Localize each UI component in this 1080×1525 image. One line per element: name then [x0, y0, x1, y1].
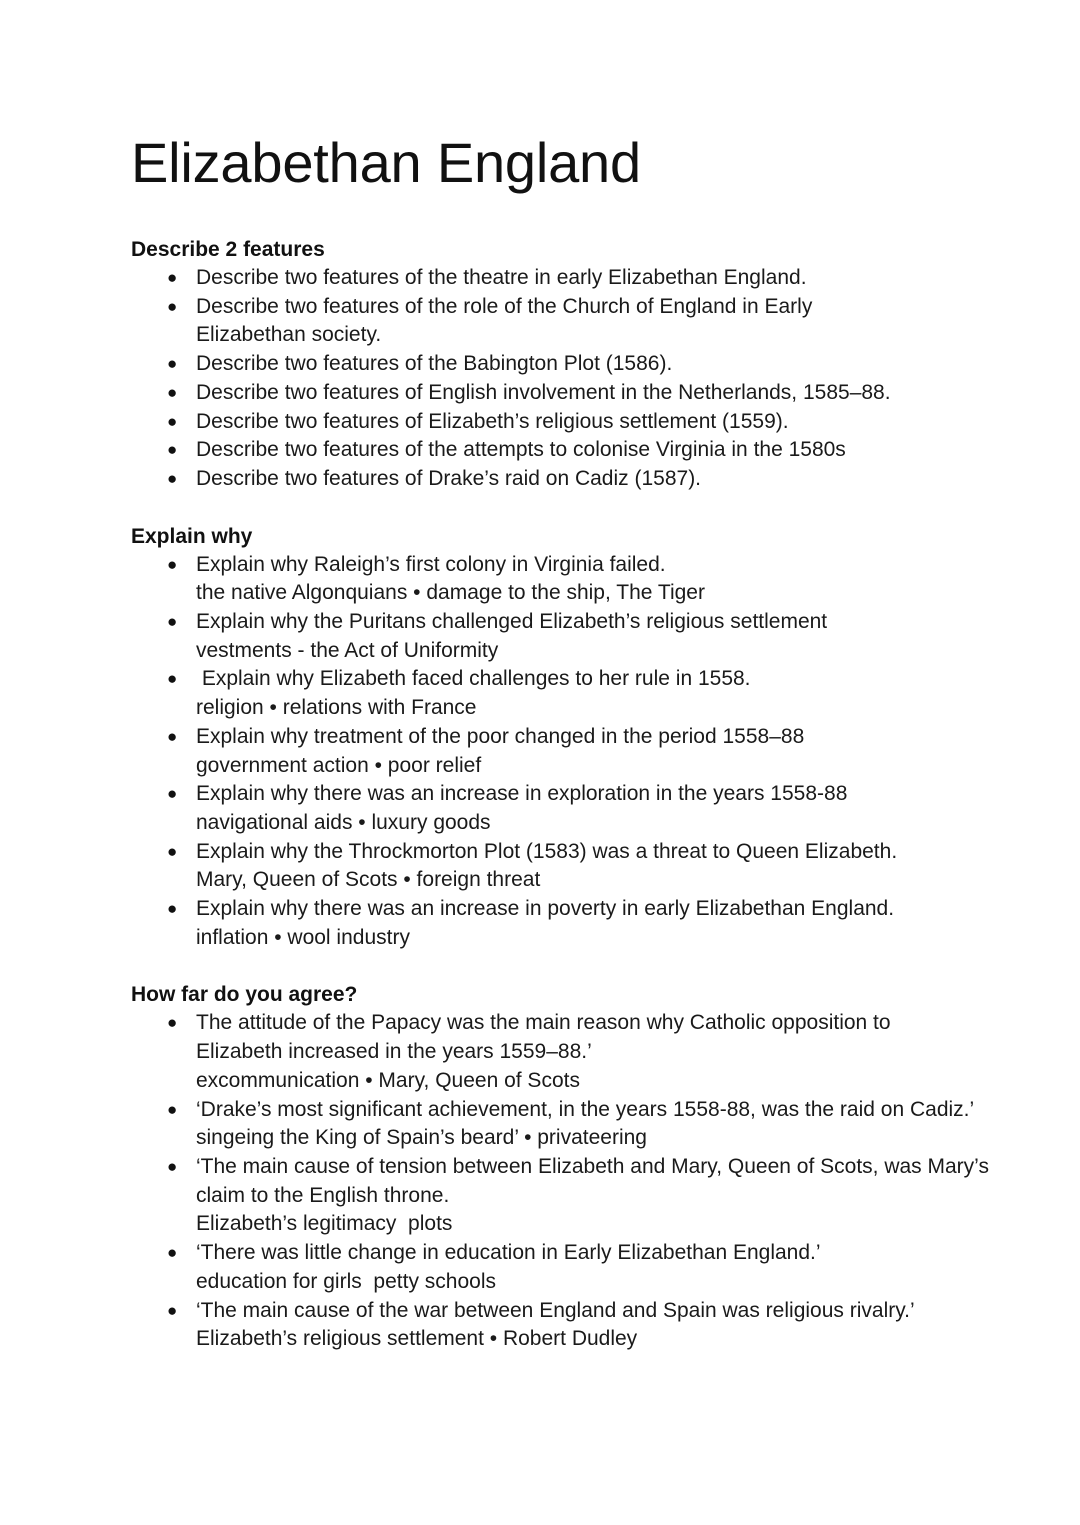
bullet-icon: ● [167, 1013, 178, 1033]
question-text: Describe two features of the Babington Plot (1586). [196, 352, 673, 376]
list-item [131, 895, 1011, 952]
bullet-icon: ● [167, 1156, 178, 1176]
question-text: Explain why the Puritans challenged Elizabeth’s religious settlement [196, 610, 828, 634]
question-text: Describe two features of the theatre in early Elizabethan England. [196, 266, 807, 289]
page-title: Elizabethan England [131, 131, 641, 194]
question-hint: navigational aids • luxury goods [196, 810, 491, 834]
list-item [131, 408, 1011, 437]
question-text: Explain why Elizabeth faced challenges to her rule in 1558. [196, 667, 751, 691]
list-item [131, 780, 1011, 837]
list-item [131, 350, 1011, 379]
question-text: ‘The main cause of the war between England and Spain was religious rivalry.’ [196, 1298, 915, 1322]
question-text: The attitude of the Papacy was the main reason why Catholic opposition to Elizabeth increased in the years 1559–88.’ [196, 1011, 891, 1064]
bullet-icon: ● [167, 669, 178, 689]
list-item [131, 608, 1011, 665]
question-list [131, 264, 1011, 494]
bullet-icon: ● [167, 296, 178, 316]
question-text: Explain why there was an increase in exploration in the years 1558-88 [196, 782, 848, 806]
section-how-far-agree [131, 980, 1011, 1353]
question-hint: the native Algonquians • damage to the ship, The Tiger [196, 581, 705, 605]
list-item [131, 1239, 1011, 1296]
list-item [131, 1096, 1011, 1153]
question-hint: excommunication • Mary, Queen of Scots [196, 1068, 580, 1092]
list-item [131, 465, 1011, 494]
list-item [131, 1009, 1011, 1095]
bullet-icon: ● [167, 899, 178, 919]
list-item [131, 436, 1011, 465]
list-item [131, 293, 1011, 350]
question-text: Describe two features of Drake’s raid on Cadiz (1587). [196, 466, 702, 490]
bullet-icon: ● [167, 784, 178, 804]
question-text: Describe two features of the role of the Church of England in Early Elizabethan society. [196, 294, 813, 347]
question-list [131, 551, 1011, 953]
question-hint: government action • poor relief [196, 753, 482, 777]
question-text: Describe two features of the attempts to colonise Virginia in the 1580s [196, 438, 846, 462]
bullet-icon: ● [167, 411, 178, 431]
section-heading: How far do you agree? [131, 983, 358, 1007]
section-heading: Explain why [131, 524, 253, 548]
question-text: Explain why treatment of the poor changed in the period 1558–88 [196, 724, 805, 748]
question-hint: Elizabeth’s legitimacy plots [196, 1212, 453, 1236]
list-item [131, 1153, 1011, 1239]
bullet-icon: ● [167, 1099, 178, 1119]
bullet-icon: ● [167, 1243, 178, 1263]
bullet-icon: ● [167, 468, 178, 488]
question-text: Describe two features of Elizabeth’s religious settlement (1559). [196, 409, 789, 433]
question-text: Explain why Raleigh’s first colony in Virginia failed. [196, 552, 666, 576]
question-hint: vestments - the Act of Uniformity [196, 638, 499, 662]
list-item [131, 551, 1011, 608]
bullet-icon: ● [167, 268, 178, 287]
list-item [131, 838, 1011, 895]
list-item [131, 379, 1011, 408]
bullet-icon: ● [167, 554, 178, 574]
question-hint: inflation • wool industry [196, 925, 410, 949]
bullet-icon: ● [167, 1300, 178, 1320]
question-hint: education for girls petty schools [196, 1269, 496, 1293]
question-text: Explain why the Throckmorton Plot (1583) was a threat to Queen Elizabeth. [196, 839, 898, 863]
list-item [131, 264, 1011, 293]
list-item [131, 665, 1011, 722]
list-item [131, 1297, 1011, 1354]
question-hint: religion • relations with France [196, 696, 477, 720]
bullet-icon: ● [167, 354, 178, 374]
section-heading: Describe 2 features [131, 238, 325, 261]
question-hint: Elizabeth’s religious settlement • Robert Dudley [196, 1327, 638, 1351]
bullet-icon: ● [167, 726, 178, 746]
question-hint: Mary, Queen of Scots • foreign threat [196, 868, 541, 892]
section-explain-why [131, 522, 1011, 953]
bullet-icon: ● [167, 382, 178, 402]
document-page [131, 128, 1011, 1354]
question-text: ‘There was little change in education in Early Elizabethan England.’ [196, 1241, 821, 1265]
question-text: ‘Drake’s most significant achievement, in the years 1558-88, was the raid on Cadiz.’ [196, 1097, 975, 1121]
question-hint: singeing the King of Spain’s beard’ • privateering [196, 1126, 647, 1150]
bullet-icon: ● [167, 612, 178, 632]
bullet-icon: ● [167, 440, 178, 460]
section-describe-features [131, 235, 1011, 494]
bullet-icon: ● [167, 841, 178, 861]
list-item [131, 723, 1011, 780]
question-text: Describe two features of English involvement in the Netherlands, 1585–88. [196, 380, 891, 404]
question-text: Explain why there was an increase in poverty in early Elizabethan England. [196, 897, 895, 921]
question-list [131, 1009, 1011, 1353]
question-text: ‘The main cause of tension between Elizabeth and Mary, Queen of Scots, was Mary’s claim to the English throne. [196, 1154, 989, 1207]
